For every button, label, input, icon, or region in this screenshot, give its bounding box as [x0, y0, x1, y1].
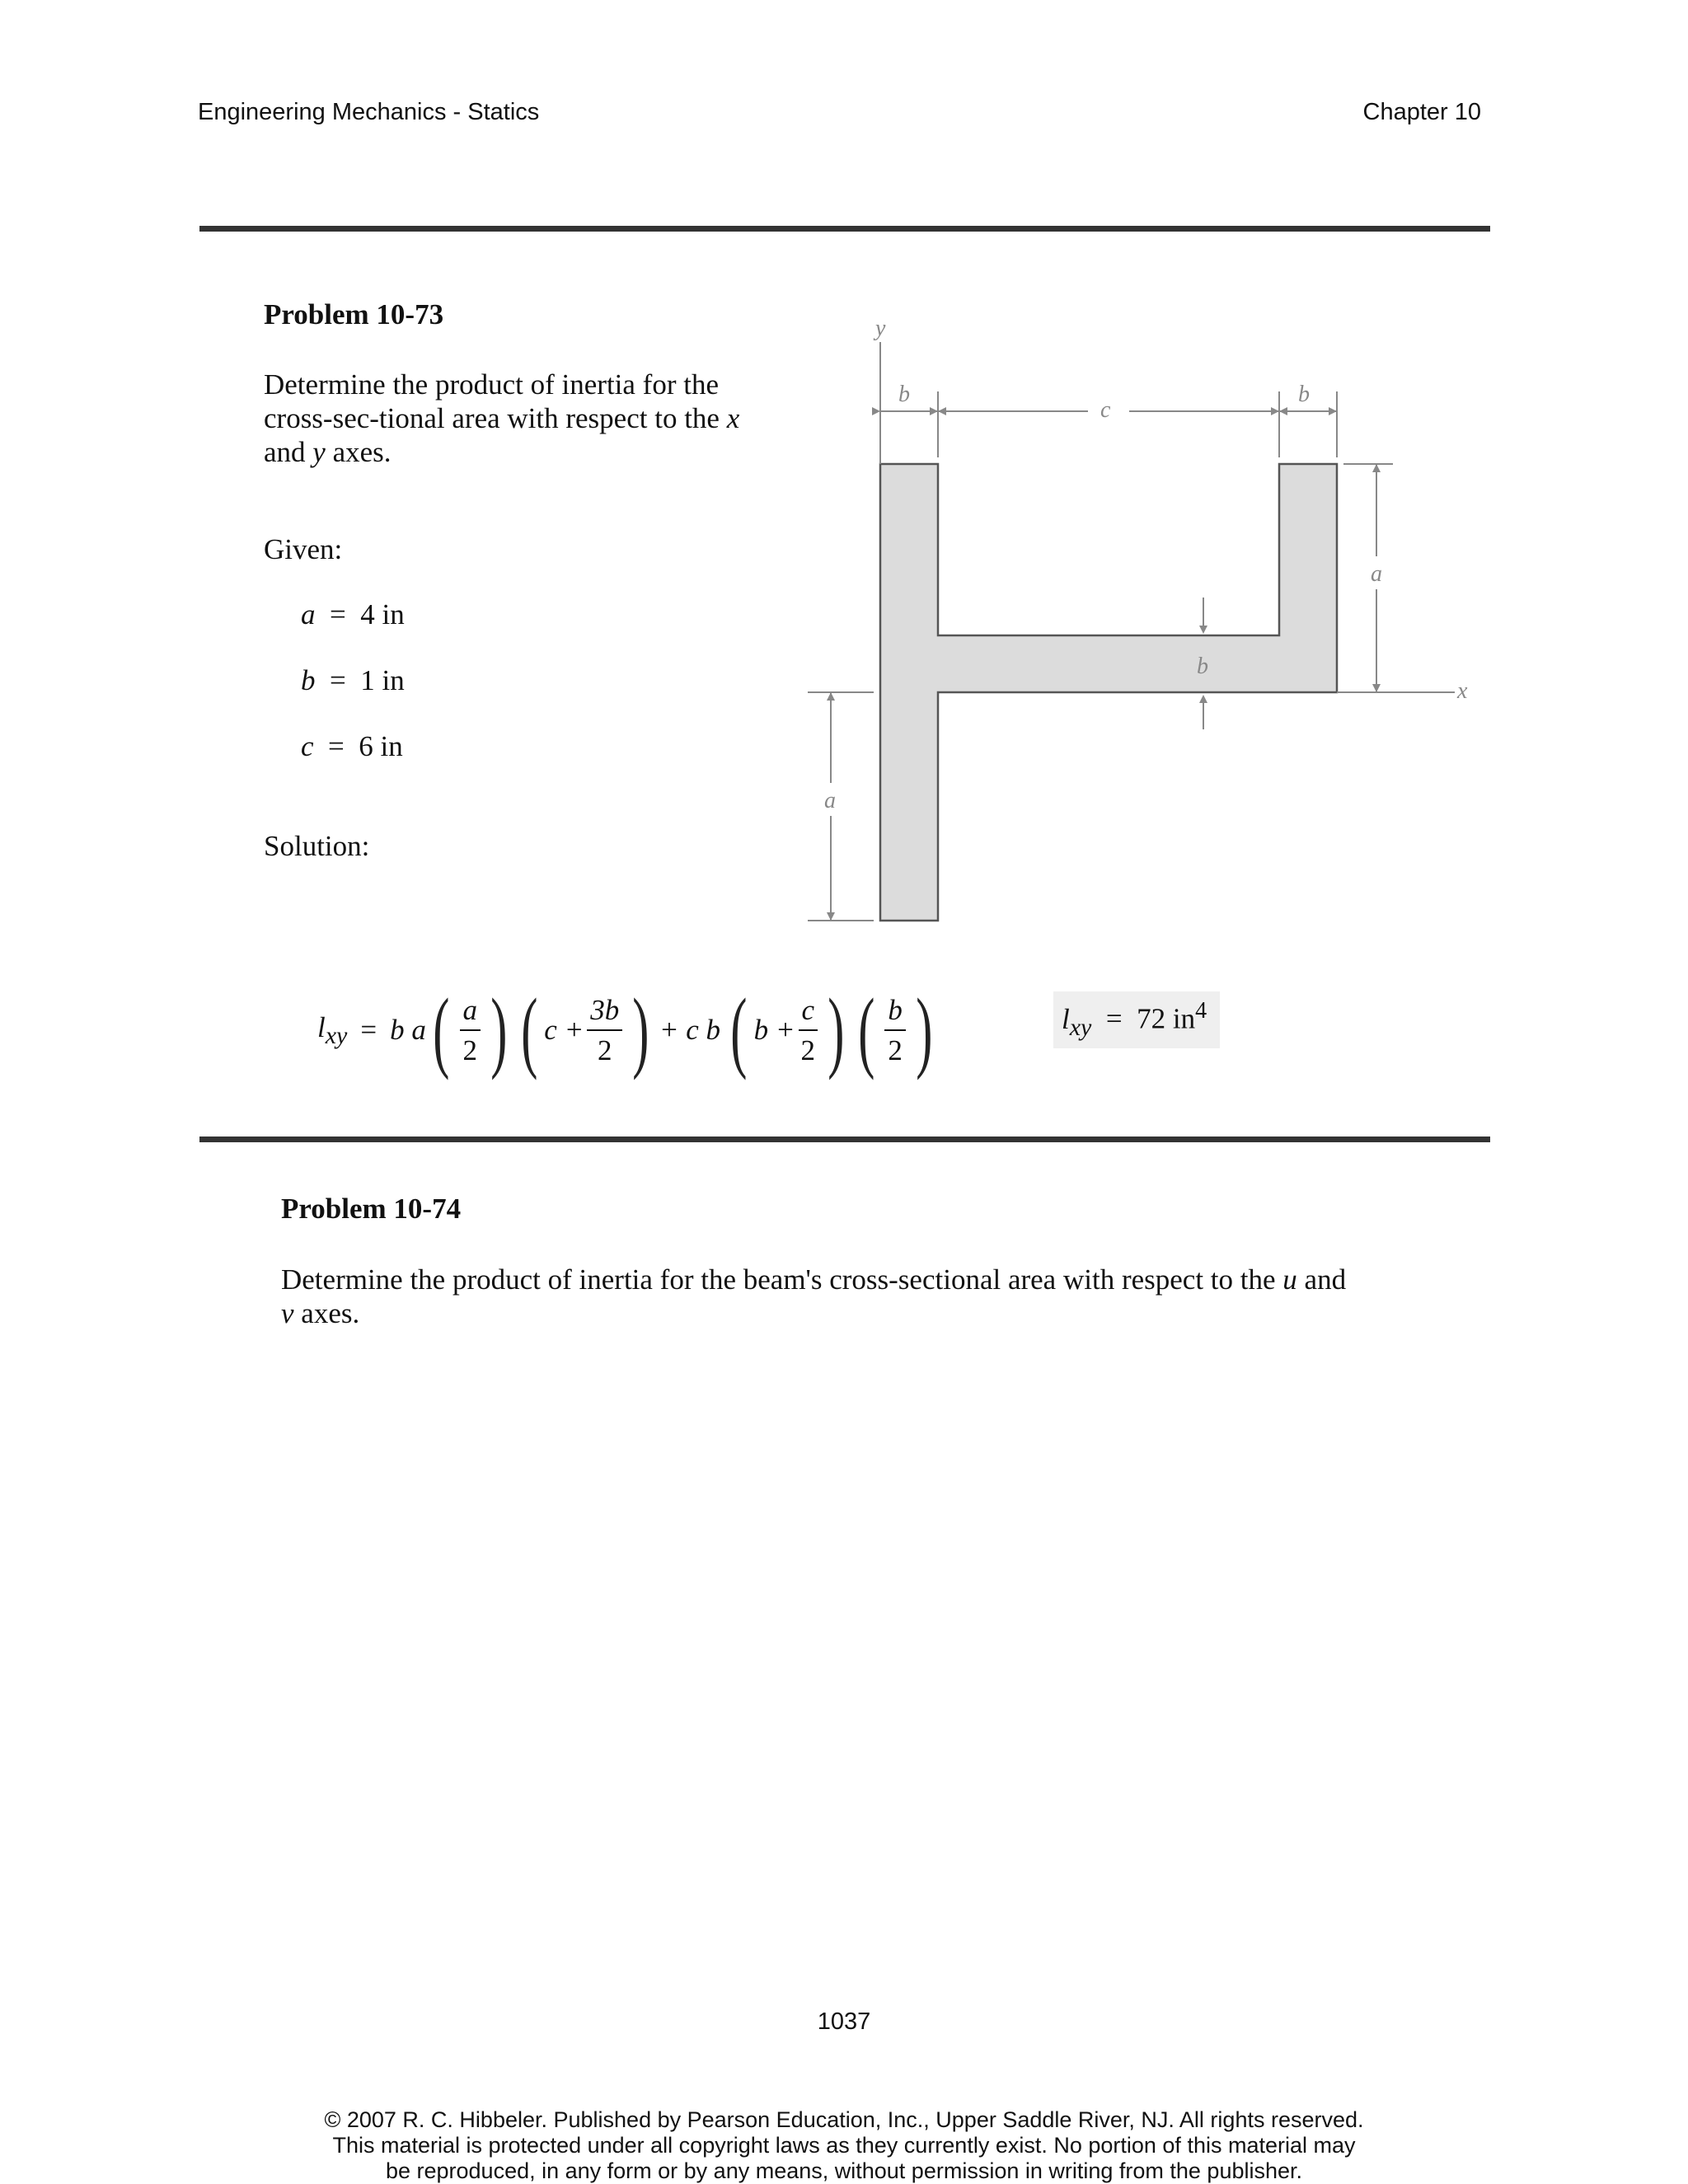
dim-label-b-web: b — [1197, 654, 1208, 679]
given-b: b = 1 in — [301, 664, 405, 696]
header-chapter: Chapter 10 — [1362, 99, 1481, 125]
statement-line: Determine the product of inertia for the — [264, 368, 720, 401]
problem-title: Problem 10-74 — [281, 1193, 462, 1225]
copyright-footer — [0, 2107, 1688, 2184]
fraction: $\frac{a}{2}$ — [460, 996, 481, 1065]
eq-lhs: $l_{xy}$ — [317, 1010, 348, 1049]
y-axis-label: y — [875, 316, 886, 341]
footer-line: be reproduced, in any form or by any means, without permission in writing from the publisher. — [385, 2158, 1303, 2183]
solution-label: Solution: — [264, 830, 370, 862]
cross-section-figure — [799, 309, 1492, 952]
fraction: $\frac{c}{2}$ — [799, 996, 818, 1065]
dim-label-b-left: b — [898, 382, 910, 407]
header-title: Engineering Mechanics - Statics — [198, 99, 540, 125]
dim-label-a-right: a — [1371, 561, 1382, 587]
divider-middle — [199, 1137, 1490, 1142]
page-number: 1037 — [817, 2008, 871, 2035]
given-a: a = 4 in — [301, 598, 405, 630]
fraction: $\frac{b}{2}$ — [884, 996, 906, 1065]
given-c: c = 6 in — [301, 730, 403, 762]
statement-line: and y axes. — [264, 436, 392, 468]
problem-title: Problem 10-73 — [264, 298, 444, 330]
x-axis-label: x — [1457, 678, 1468, 704]
footer-line: © 2007 R. C. Hibbeler. Published by Pearson Education, Inc., Upper Saddle River, NJ. All rights reserved. — [324, 2107, 1364, 2132]
divider-top — [199, 226, 1490, 232]
problem-statement — [264, 368, 775, 469]
equation-ixy: $l_{xy}$ = b a ( $\frac{a}{2}$ ) ( c + $\frac{3b}{2}$ ) + c b ( b + $\frac{c}{2}$ ) ( $\frac{b}{2}$ ) — [317, 980, 933, 1080]
problem-statement: Determine the product of inertia for the beam's cross-sectional area with respect to the u and v axes. — [281, 1263, 1347, 1329]
dim-label-a-left: a — [824, 788, 836, 813]
given-label: Given: — [264, 533, 343, 565]
result-box: $l_{xy} = 72$ $in^4$ — [1053, 991, 1220, 1048]
footer-line: This material is protected under all copyright laws as they currently exist. No portion of this material may — [332, 2133, 1356, 2158]
statement-line: cross-sec-tional area with respect to the x — [264, 402, 740, 434]
dim-label-c: c — [1100, 397, 1111, 423]
fraction: $\frac{3b}{2}$ — [587, 996, 622, 1065]
cross-section-shape — [880, 464, 1337, 921]
dim-label-b-right: b — [1298, 382, 1310, 407]
